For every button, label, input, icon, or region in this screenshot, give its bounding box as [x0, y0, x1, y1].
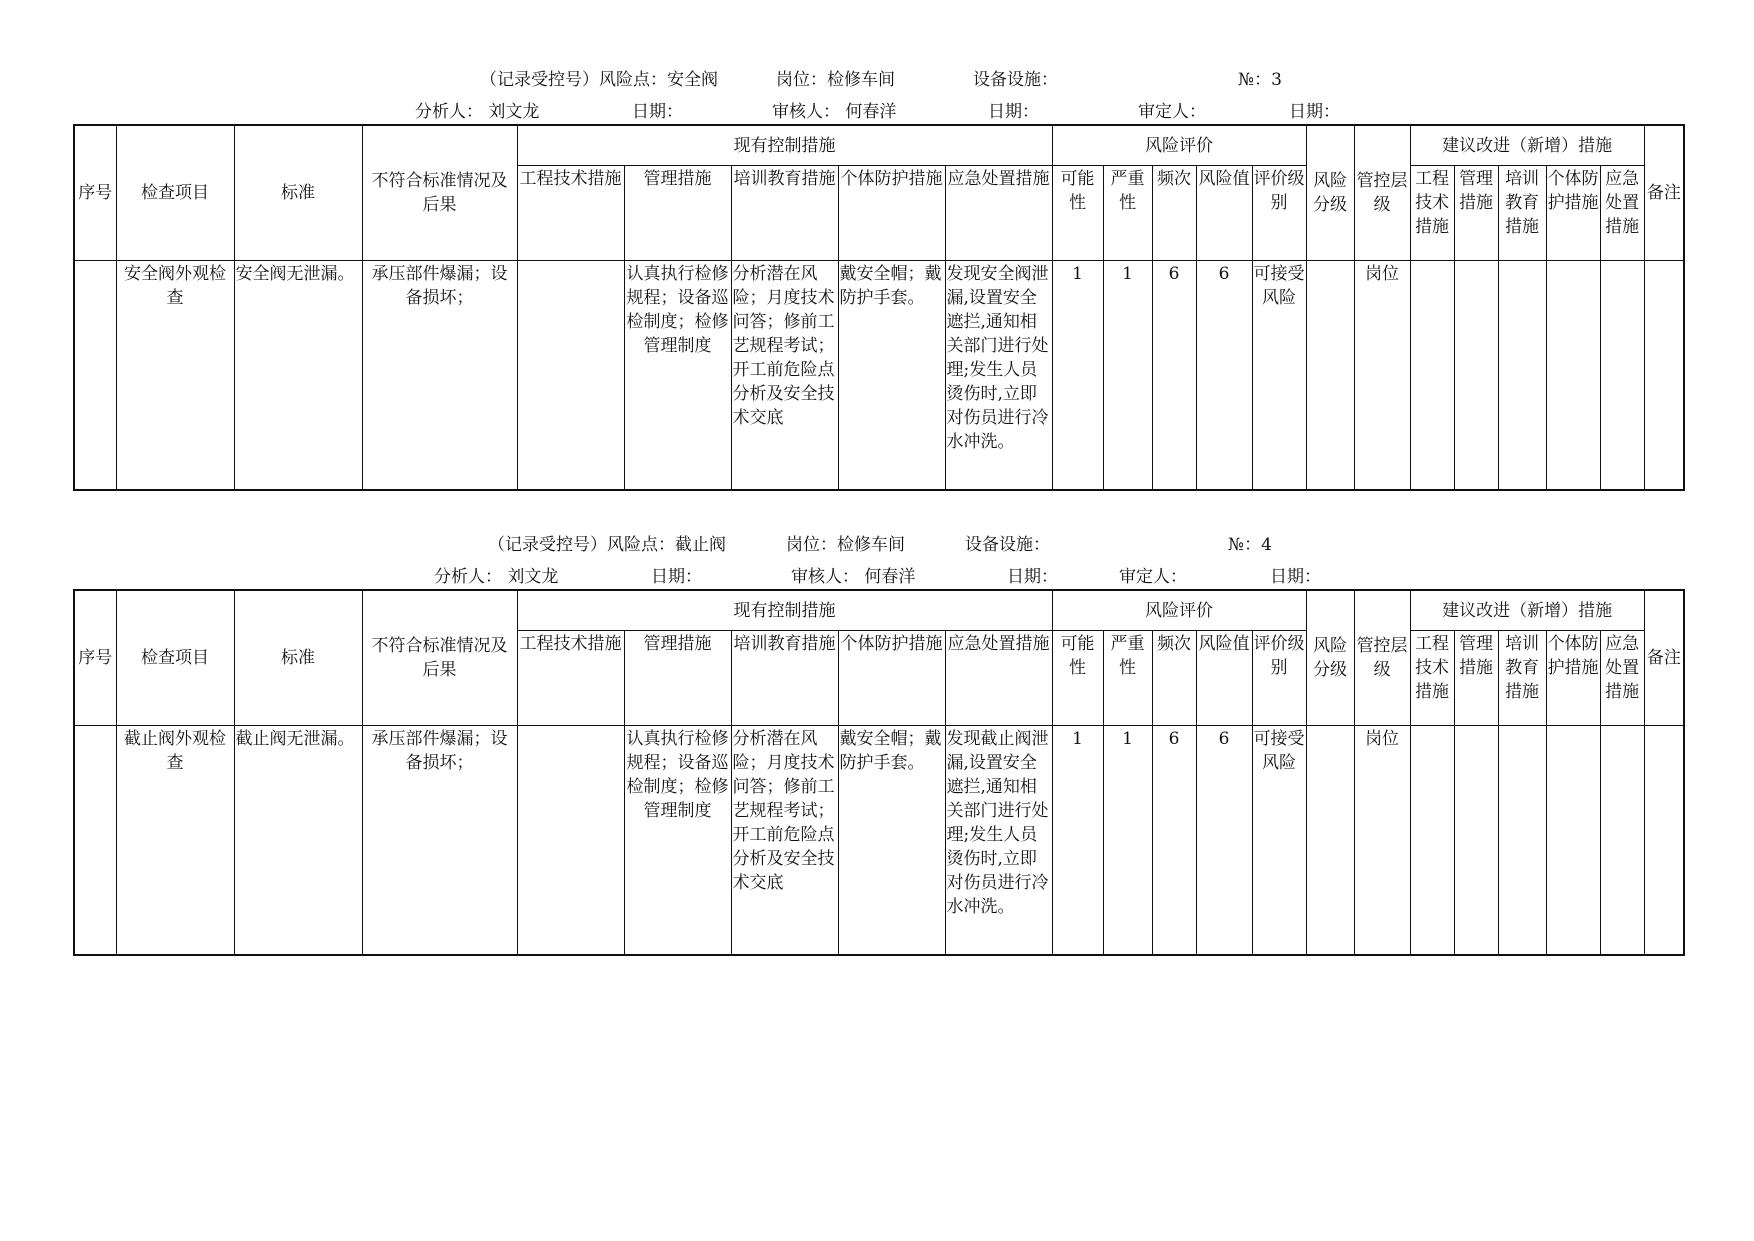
record-control-label: （记录受控号）风险点：截止阀: [488, 535, 726, 555]
col-s-ppe-header: 个体防护措施: [1546, 166, 1600, 261]
table-row: [74, 261, 1684, 491]
existing-controls-header: 现有控制措施: [517, 590, 1052, 631]
col-likelihood-header: 可能性: [1052, 631, 1103, 726]
analyst-label: 分析人： 刘文龙: [415, 102, 540, 122]
col-severity-header: 严重性: [1103, 631, 1152, 726]
suggest-header: 建议改进（新增）措施: [1410, 590, 1644, 631]
form-header-line1: [0, 530, 1754, 556]
form-header-line2: [0, 97, 1754, 123]
facility-label: 设备设施：: [973, 70, 1058, 90]
col-s-train-header: 培训教育措施: [1498, 631, 1546, 726]
cell-seq: [74, 726, 116, 956]
cell-training: 分析潜在风险；月度技术问答；修前工艺规程考试；开工前危险点分析及安全技术交底: [731, 261, 838, 491]
cell-risk-value: 6: [1196, 726, 1252, 956]
reviewer-label: 审核人： 何春洋: [772, 102, 897, 122]
form-header-line2: [0, 562, 1754, 588]
post-label: 岗位：检修车间: [786, 535, 905, 555]
table-row: [74, 726, 1684, 956]
cell-emergency: 发现安全阀泄漏,设置安全遮拦,通知相关部门进行处理;发生人员烫伤时,立即对伤员进行冷水冲洗。: [945, 261, 1052, 491]
col-s-ppe-header: 个体防护措施: [1546, 631, 1600, 726]
cell-standard: 截止阀无泄漏。: [234, 726, 362, 956]
form-header-line1: [0, 65, 1754, 91]
cell-control-level: 岗位: [1354, 726, 1410, 956]
cell-mgmt: 认真执行检修规程；设备巡检制度；检修管理制度: [624, 726, 731, 956]
cell-risk-grade: [1306, 726, 1354, 956]
facility-label: 设备设施：: [965, 535, 1050, 555]
cell-risk-value: 6: [1196, 261, 1252, 491]
form-number: №：4: [1228, 535, 1272, 555]
post-label: 岗位：检修车间: [776, 70, 895, 90]
col-frequency-header: 频次: [1152, 631, 1196, 726]
cell-s-mgmt: [1454, 726, 1498, 956]
cell-remark: [1644, 726, 1684, 956]
col-training-header: 培训教育措施: [731, 166, 838, 261]
col-nonconform-header: 不符合标准情况及后果: [362, 590, 517, 726]
approver-label: 审定人：: [1138, 102, 1206, 122]
col-eval-level-header: 评价级别: [1252, 166, 1306, 261]
cell-s-eng: [1410, 261, 1454, 491]
col-eng-header: 工程技术措施: [517, 166, 624, 261]
col-ppe-header: 个体防护措施: [838, 631, 945, 726]
col-seq-header: 序号: [74, 125, 116, 261]
col-emergency-header: 应急处置措施: [945, 631, 1052, 726]
cell-control-level: 岗位: [1354, 261, 1410, 491]
cell-s-ppe: [1546, 726, 1600, 956]
cell-s-mgmt: [1454, 261, 1498, 491]
cell-eval-level: 可接受风险: [1252, 261, 1306, 491]
col-mgmt-header: 管理措施: [624, 631, 731, 726]
col-control-level-header: 管控层级: [1354, 590, 1410, 726]
cell-frequency: 6: [1152, 726, 1196, 956]
approver-date-label: 日期：: [1289, 102, 1340, 122]
reviewer-label: 审核人： 何春洋: [791, 567, 916, 587]
cell-emergency: 发现截止阀泄漏,设置安全遮拦,通知相关部门进行处理;发生人员烫伤时,立即对伤员进行冷水冲洗。: [945, 726, 1052, 956]
cell-likelihood: 1: [1052, 261, 1103, 491]
col-severity-header: 严重性: [1103, 166, 1152, 261]
cell-standard: 安全阀无泄漏。: [234, 261, 362, 491]
col-standard-header: 标准: [234, 590, 362, 726]
col-s-train-header: 培训教育措施: [1498, 166, 1546, 261]
col-risk-value-header: 风险值: [1196, 166, 1252, 261]
col-nonconform-header: 不符合标准情况及后果: [362, 125, 517, 261]
col-item-header: 检查项目: [116, 125, 234, 261]
cell-eng: [517, 726, 624, 956]
cell-nonconform: 承压部件爆漏；设备损坏；: [362, 726, 517, 956]
record-control-label: （记录受控号）风险点：安全阀: [480, 70, 718, 90]
cell-training: 分析潜在风险；月度技术问答；修前工艺规程考试；开工前危险点分析及安全技术交底: [731, 726, 838, 956]
col-s-mgmt-header: 管理措施: [1454, 166, 1498, 261]
reviewer-date-label: 日期：: [988, 102, 1039, 122]
cell-eval-level: 可接受风险: [1252, 726, 1306, 956]
col-risk-grade-header: 风险分级: [1306, 125, 1354, 261]
cell-s-emerg: [1600, 261, 1644, 491]
col-ppe-header: 个体防护措施: [838, 166, 945, 261]
cell-frequency: 6: [1152, 261, 1196, 491]
col-likelihood-header: 可能性: [1052, 166, 1103, 261]
cell-severity: 1: [1103, 726, 1152, 956]
col-s-mgmt-header: 管理措施: [1454, 631, 1498, 726]
col-training-header: 培训教育措施: [731, 631, 838, 726]
col-standard-header: 标准: [234, 125, 362, 261]
cell-nonconform: 承压部件爆漏；设备损坏；: [362, 261, 517, 491]
col-remark-header: 备注: [1644, 125, 1684, 261]
col-eval-level-header: 评价级别: [1252, 631, 1306, 726]
analyst-date-label: 日期：: [632, 102, 683, 122]
cell-s-eng: [1410, 726, 1454, 956]
risk-analysis-table: [73, 124, 1685, 491]
col-seq-header: 序号: [74, 590, 116, 726]
cell-s-train: [1498, 261, 1546, 491]
col-s-eng-header: 工程技术措施: [1410, 631, 1454, 726]
risk-eval-header: 风险评价: [1052, 590, 1306, 631]
cell-eng: [517, 261, 624, 491]
cell-item: 截止阀外观检查: [116, 726, 234, 956]
cell-ppe: 戴安全帽；戴防护手套。: [838, 726, 945, 956]
col-risk-value-header: 风险值: [1196, 631, 1252, 726]
cell-seq: [74, 261, 116, 491]
cell-severity: 1: [1103, 261, 1152, 491]
analyst-date-label: 日期：: [651, 567, 702, 587]
col-mgmt-header: 管理措施: [624, 166, 731, 261]
cell-ppe: 戴安全帽；戴防护手套。: [838, 261, 945, 491]
suggest-header: 建议改进（新增）措施: [1410, 125, 1644, 166]
col-emergency-header: 应急处置措施: [945, 166, 1052, 261]
col-s-emerg-header: 应急处置措施: [1600, 631, 1644, 726]
existing-controls-header: 现有控制措施: [517, 125, 1052, 166]
col-risk-grade-header: 风险分级: [1306, 590, 1354, 726]
approver-date-label: 日期：: [1270, 567, 1321, 587]
cell-mgmt: 认真执行检修规程；设备巡检制度；检修管理制度: [624, 261, 731, 491]
reviewer-date-label: 日期：: [1007, 567, 1058, 587]
col-s-emerg-header: 应急处置措施: [1600, 166, 1644, 261]
col-eng-header: 工程技术措施: [517, 631, 624, 726]
cell-s-ppe: [1546, 261, 1600, 491]
col-remark-header: 备注: [1644, 590, 1684, 726]
risk-analysis-table: [73, 589, 1685, 956]
col-s-eng-header: 工程技术措施: [1410, 166, 1454, 261]
form-number: №：3: [1238, 70, 1282, 90]
col-item-header: 检查项目: [116, 590, 234, 726]
risk-eval-header: 风险评价: [1052, 125, 1306, 166]
cell-item: 安全阀外观检查: [116, 261, 234, 491]
analyst-label: 分析人： 刘文龙: [434, 567, 559, 587]
cell-likelihood: 1: [1052, 726, 1103, 956]
col-frequency-header: 频次: [1152, 166, 1196, 261]
cell-remark: [1644, 261, 1684, 491]
col-control-level-header: 管控层级: [1354, 125, 1410, 261]
cell-s-train: [1498, 726, 1546, 956]
cell-risk-grade: [1306, 261, 1354, 491]
approver-label: 审定人：: [1119, 567, 1187, 587]
cell-s-emerg: [1600, 726, 1644, 956]
